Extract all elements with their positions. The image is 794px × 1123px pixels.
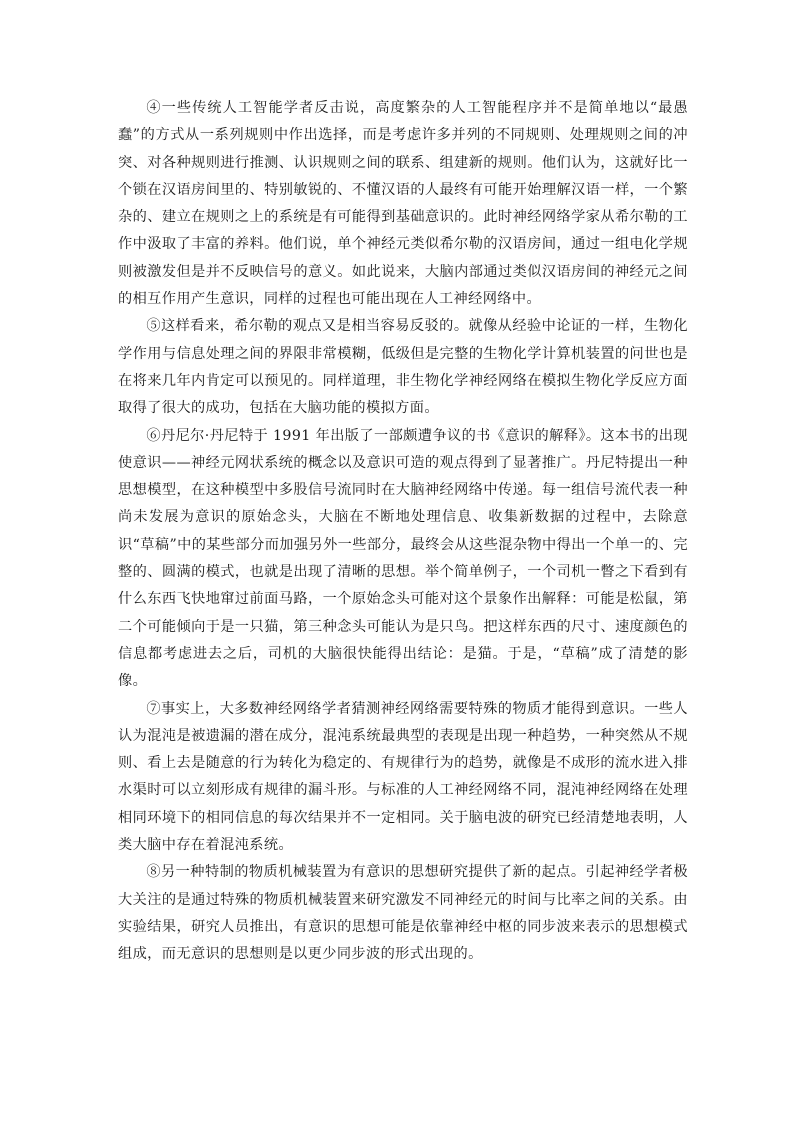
paragraph-5: ⑤这样看来，希尔勒的观点又是相当容易反驳的。就像从经验中论证的一样，生物化学作用与信息处理之间的界限非常模糊，低级但是完整的生物化学计算机装置的问世也是在将来几年内肯定可以预见的。同样道理，非生物化学神经网络在模拟生物化学反应方面取得了很大的成功，包括在大脑功能的模拟方面。 [118, 318, 688, 417]
paragraph-7: ⑦事实上，大多数神经网络学者猜测神经网络需要特殊的物质才能得到意识。一些人认为混沌是被遗漏的潜在成分，混沌系统最典型的表现是出现一种趋势，一种突然从不规则、看上去是随意的行为转化为稳定的、有规律行为的趋势，就像是不成形的流水进入排水渠时可以立刻形成有规律的漏斗形。与标准的人工神经网络不同，混沌神经网络在处理相同环境下的相同信息的每次结果并不一定相同。关于脑电波的研究已经清楚地表明，人类大脑中存在着混沌系统。 [118, 700, 688, 854]
paragraph-8: ⑧另一种特制的物质机械装置为有意识的思想研究提供了新的起点。引起神经学者极大关注的是通过特殊的物质机械装置来研究激发不同神经元的时间与比率之间的关系。由实验结果，研究人员推出，有意识的思想可能是依靠神经中枢的同步波来表示的思想模式组成，而无意识的思想则是以更少同步波的形式出现的。 [118, 864, 688, 963]
paragraph-6: ⑥丹尼尔·丹尼特于 1991 年出版了一部颇遭争议的书《意识的解释》。这本书的出现使意识——神经元网状系统的概念以及意识可造的观点得到了显著推广。丹尼特提出一种思想模型，在这种模型中多股信号流同时在大脑神经网络中传递。每一组信号流代表一种尚未发展为意识的原始念头，大脑在不断地处理信息、收集新数据的过程中，去除意识“草稿”中的某些部分而加强另外一些部分，最终会从这些混杂物中得出一个单一的、完整的、圆满的模式，也就是出现了清晰的思想。举个简单例子，一个司机一瞥之下看到有什么东西飞快地窜过前面马路，一个原始念头可能对这个景象作出解释：可能是松鼠，第二个可能倾向于是一只猫，第三种念头可能认为是只鸟。把这样东西的尺寸、速度颜色的信息都考虑进去之后，司机的大脑很快能得出结论：是猫。于是，“草稿”成了清楚的影像。 [118, 427, 688, 690]
document-page [118, 95, 688, 969]
paragraph-4: ④一些传统人工智能学者反击说，高度繁杂的人工智能程序并不是简单地以“最愚蠢”的方式从一系列规则中作出选择，而是考虑许多并列的不同规则、处理规则之间的冲突、对各种规则进行推测、认识规则之间的联系、组建新的规则。他们认为，这就好比一个锁在汉语房间里的、特别敏锐的、不懂汉语的人最终有可能开始理解汉语一样，一个繁杂的、建立在规则之上的系统是有可能得到基础意识的。此时神经网络学家从希尔勒的工作中汲取了丰富的养料。他们说，单个神经元类似希尔勒的汉语房间，通过一组电化学规则被激发但是并不反映信号的意义。如此说来，大脑内部通过类似汉语房间的神经元之间的相互作用产生意识，同样的过程也可能出现在人工神经网络中。 [118, 100, 688, 308]
